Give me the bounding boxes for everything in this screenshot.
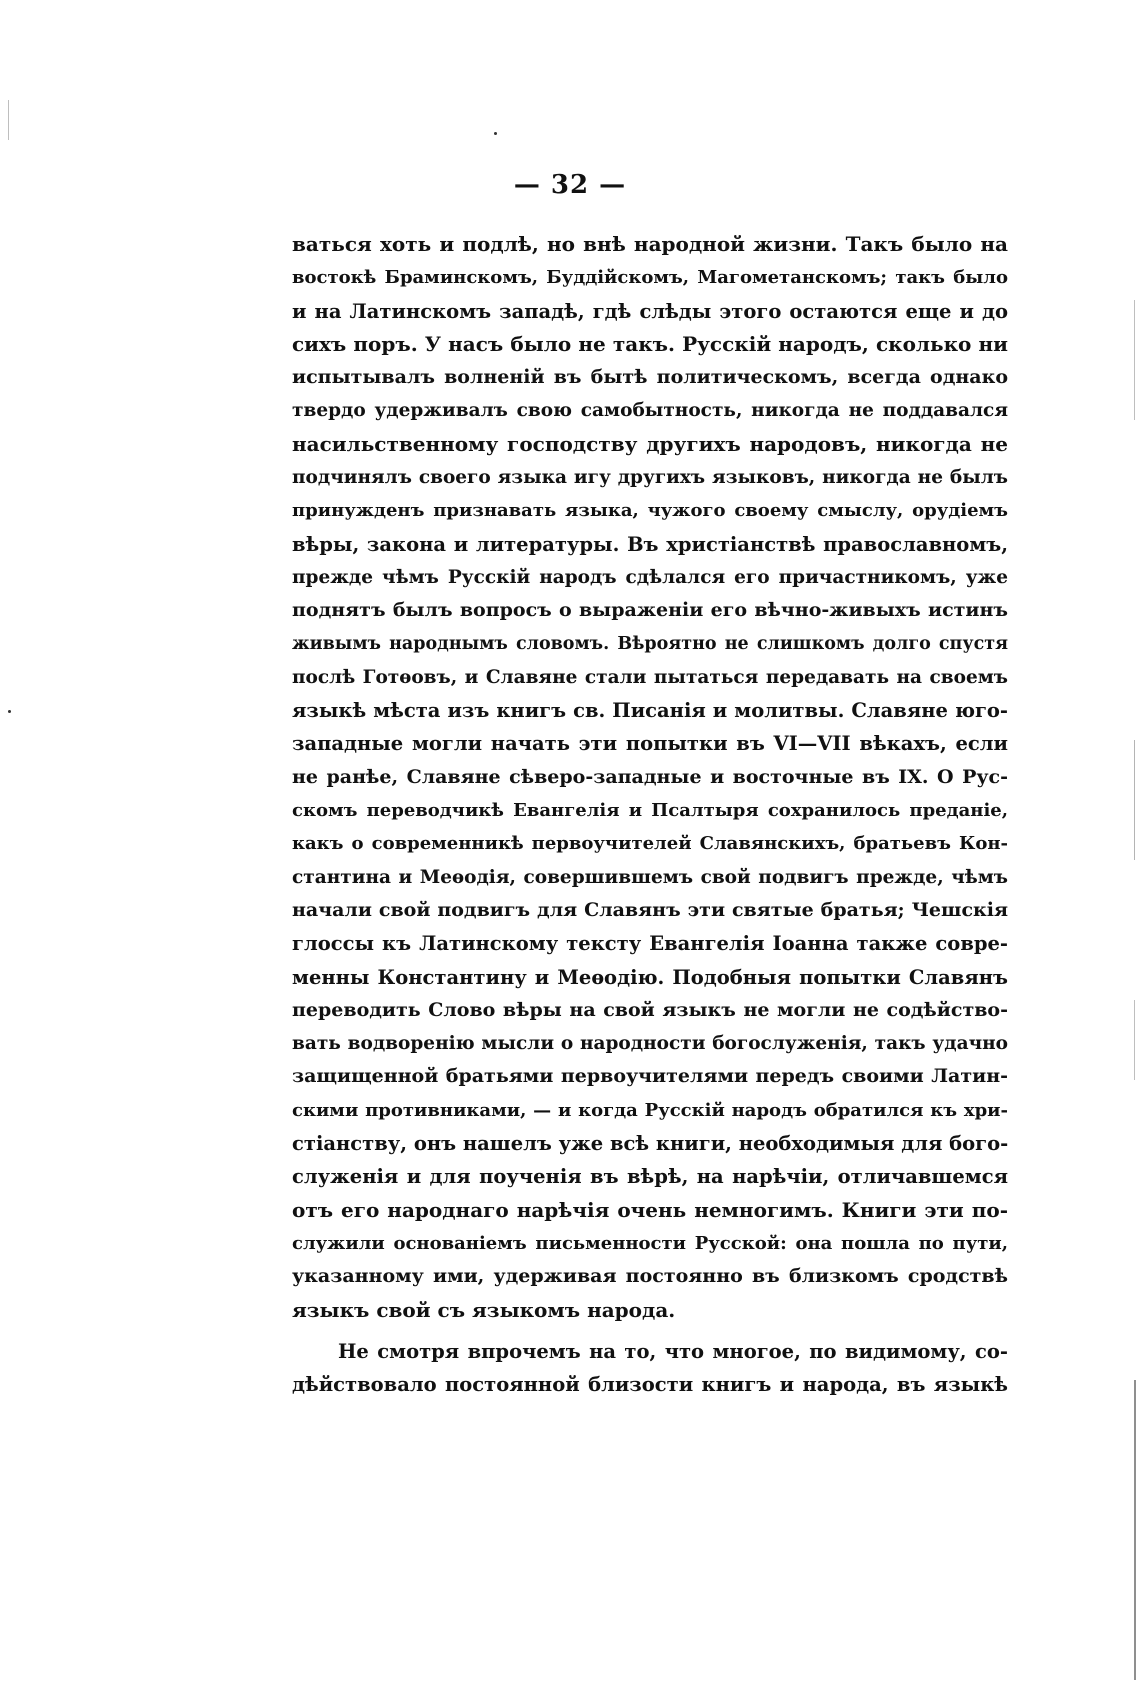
text-line: языкѣ мѣста изъ книгъ св. Писанія и молитвы. Славяне юго-	[292, 699, 1008, 723]
text-line: послѣ Готѳовъ, и Славяне стали пытаться передавать на своемъ	[292, 666, 1008, 688]
text-line: скомъ переводчикѣ Евангелія и Псалтыря сохранилось преданіе,	[292, 800, 1008, 822]
text-line: стіанству, онъ нашелъ уже всѣ книги, необходимыя для бого-	[292, 1132, 1008, 1156]
text-line: глоссы къ Латинскому тексту Евангелія Іоанна также совре-	[292, 932, 1008, 956]
scan-edge-mark	[8, 100, 9, 140]
text-line: ваться хоть и подлѣ, но внѣ народной жизни. Такъ было на	[292, 232, 1008, 256]
text-line: скими противниками, — и когда Русскій народъ обратился къ хри-	[292, 1099, 1008, 1121]
text-line: вать водворенію мысли о народности богослуженія, такъ удачно	[292, 1033, 1008, 1055]
scan-edge-mark	[1134, 1380, 1136, 1680]
text-line: отъ его народнаго нарѣчія очень немногимъ. Книги эти по-	[292, 1197, 1008, 1222]
text-line: востокѣ Браминскомъ, Буддійскомъ, Магометанскомъ; такъ было	[292, 267, 1008, 289]
text-line: подчинялъ своего языка игу другихъ языковъ, никогда не былъ	[292, 467, 1008, 489]
text-line: прежде чѣмъ Русскій народъ сдѣлался его причастникомъ, уже	[292, 566, 1008, 588]
scan-speck	[494, 132, 497, 135]
text-line: указанному ими, удерживая постоянно въ близкомъ сродствѣ	[292, 1265, 1008, 1288]
page-number: — 32 —	[513, 170, 627, 200]
text-line: какъ о современникѣ первоучителей Славянскихъ, братьевъ Кон-	[292, 833, 1008, 855]
text-line: сихъ поръ. У насъ было не такъ. Русскій народъ, сколько ни	[292, 331, 1008, 356]
text-line: языкъ свой съ языкомъ народа.	[292, 1297, 676, 1322]
text-line: и на Латинскомъ западѣ, гдѣ слѣды этого остаются еще и до	[292, 299, 1008, 323]
text-line: начали свой подвигъ для Славянъ эти святые братья; Чешскія	[292, 898, 1008, 921]
text-line: переводить Слово вѣры на свой языкъ не могли не содѣйство-	[292, 998, 1008, 1021]
text-line: Не смотря впрочемъ на то, что многое, по видимому, со-	[338, 1339, 1008, 1363]
text-line: твердо удерживалъ свою самобытность, никогда не поддавался	[292, 400, 1008, 422]
scan-speck	[8, 710, 11, 713]
text-line: вѣры, закона и литературы. Въ христіанствѣ православномъ,	[292, 532, 1008, 556]
text-line: дѣйствовало постоянной близости книгъ и народа, въ языкѣ	[292, 1373, 1008, 1397]
text-line: принужденъ признавать языка, чужого своему смыслу, орудіемъ	[292, 500, 1008, 522]
paragraph-1	[292, 228, 1008, 1327]
text-line: не ранѣе, Славяне сѣверо-западные и восточные въ IX. О Рус-	[292, 765, 1008, 788]
text-line: защищенной братьями первоучителями передъ своими Латин-	[292, 1065, 1008, 1088]
text-line: насильственному господству другихъ народовъ, никогда не	[292, 431, 1008, 456]
text-line: стантина и Меѳодія, совершившемъ свой подвигъ прежде, чѣмъ	[292, 866, 1008, 888]
text-line: живымъ народнымъ словомъ. Вѣроятно не слишкомъ долго спустя	[292, 633, 1008, 654]
text-line: служенія и для поученія въ вѣрѣ, на нарѣчіи, отличавшемся	[292, 1165, 1008, 1189]
text-line: западные могли начать эти попытки въ VI—VII вѣкахъ, если	[292, 732, 1008, 756]
text-line: испытывалъ волненій въ бытѣ политическомъ, всегда однако	[292, 366, 1008, 389]
body-text	[292, 228, 1008, 1401]
scan-edge-mark	[1134, 1000, 1135, 1080]
text-line: служили основаніемъ письменности Русской: она пошла по пути,	[292, 1232, 1008, 1254]
text-line: менны Константину и Меѳодію. Подобныя попытки Славянъ	[292, 965, 1008, 989]
scan-edge-mark	[1134, 740, 1135, 860]
text-line: поднятъ былъ вопросъ о выраженіи его вѣчно-живыхъ истинъ	[292, 599, 1008, 622]
paragraph-2	[292, 1335, 1008, 1402]
scan-edge-mark	[1134, 300, 1135, 420]
